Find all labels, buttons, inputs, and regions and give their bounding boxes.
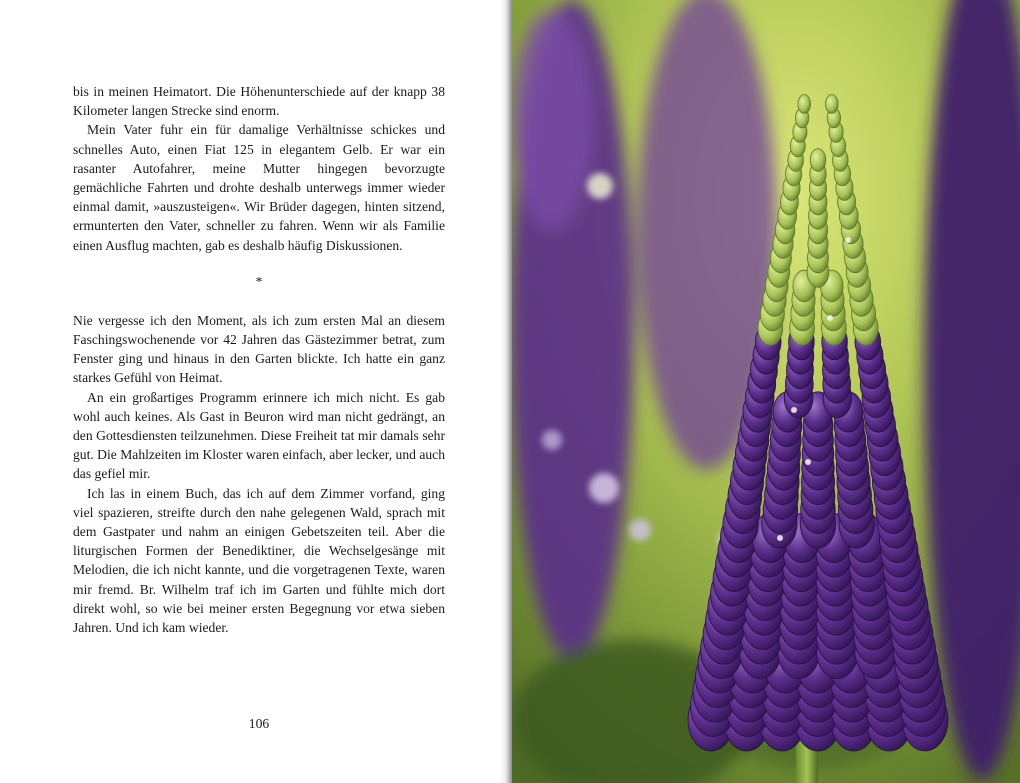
water-droplet: [791, 407, 797, 413]
paragraph: Ich las in einem Buch, das ich auf dem Zimmer vorfand, ging viel spazieren, streifte durch den nahe gelegenen Wald, sprach mit dem Gastpater und nahm an einigen Gebetszeiten teil. Aber die liturgischen Formen der Benediktiner, die Wechselgesänge mit Melodien, die ich nicht kannte, und die vorgetragenen Texte, waren mir fremd. Br. Wilhelm traf ich im Garten und fühlte mich dort direkt wohl, so wie bei meiner ersten Begegnung vor etwa sieben Jahren. Und ich kam wieder.: [73, 485, 445, 636]
left-page: [0, 0, 506, 783]
water-droplet: [805, 459, 811, 465]
page-number: 106: [248, 716, 270, 731]
paragraph: An ein großartiges Programm erinnere ich mich nicht. Es gab wohl auch keines. Als Gast in Beuron wird man nicht gedrängt, an den Gottesdiensten teilzunehmen. Diese Freiheit tat mir damals sehr gut. Die Mahlzeiten im Kloster waren einfach, aber lecker, und auch das gefiel mir.: [73, 389, 445, 482]
lupine-photo: [512, 0, 1020, 783]
lupine-floret: [826, 95, 839, 114]
paragraph: bis in meinen Heimatort. Die Höhenunterschiede auf der knapp 38 Kilometer langen Strecke sind enorm.: [73, 84, 445, 119]
water-droplet: [845, 237, 851, 243]
lupine-floret: [798, 95, 811, 114]
water-droplet: [827, 315, 833, 321]
lupine-flower-illustration: [512, 0, 1020, 783]
section-separator: *: [255, 273, 263, 289]
book-gutter: [500, 0, 512, 783]
water-droplet: [777, 535, 783, 541]
paragraph: Nie vergesse ich den Moment, als ich zum ersten Mal an diesem Faschingswochenende vor 42 Jahren das Gästezimmer betrat, zum Fenster ging und hinaus in den Garten blickte. Ich hatte ein ganz starkes Gefühl von Heimat.: [73, 312, 445, 386]
body-text: [73, 82, 445, 637]
lupine-floret: [810, 149, 826, 172]
paragraph: Mein Vater fuhr ein für damalige Verhältnisse schickes und schnelles Auto, einen Fiat 125 in elegantem Gelb. Er war ein rasanter Autofahrer, meine Mutter hingegen bevorzugte gemächliche Fahrten und drohte deshalb unterwegs immer wieder einmal damit, »auszusteigen«. Wir Brüder dagegen, hinten sitzend, ermunterten den Vater, schneller zu fahren. Wenn wir als Familie einen Ausflug machten, gab es deshalb häufig Diskussionen.: [73, 122, 445, 253]
